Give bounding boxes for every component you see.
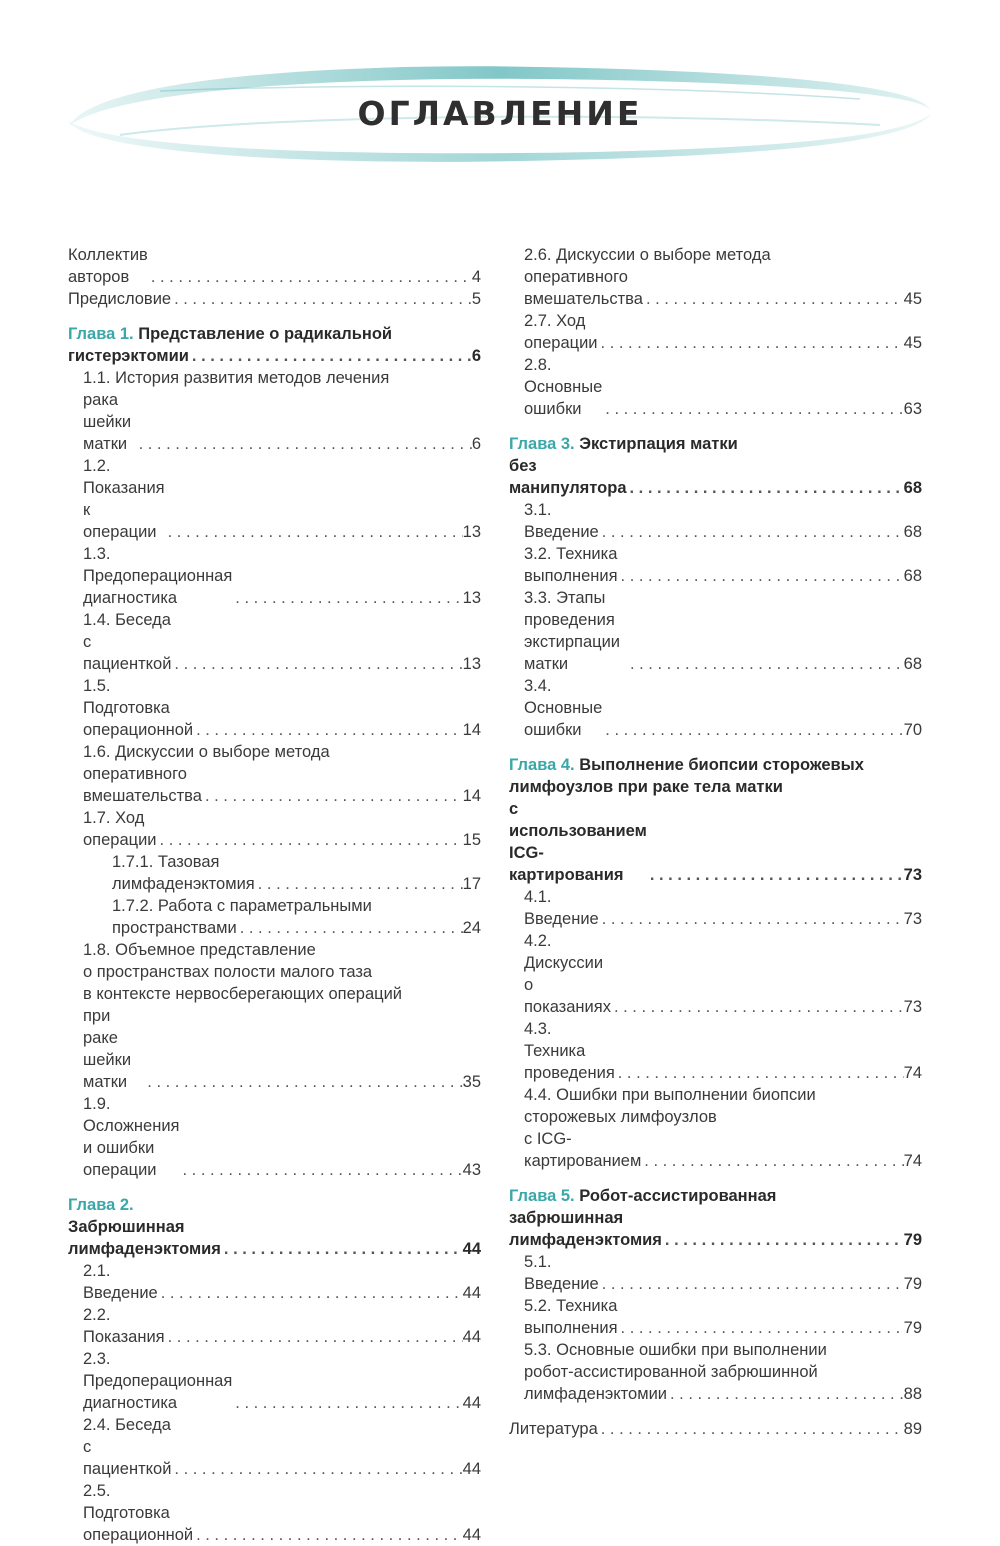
toc-entry-title: Предисловие xyxy=(68,290,172,308)
chapter-title: без манипулятора xyxy=(509,457,627,497)
chapter-label: Глава 5. xyxy=(509,1187,575,1205)
toc-entry-title: 1.2. Показания к операции xyxy=(83,457,165,541)
toc-entry[interactable] xyxy=(68,895,481,939)
toc-entry-page: 45 xyxy=(903,290,922,308)
toc-entry[interactable] xyxy=(68,1260,481,1304)
toc-entry-title: 5.2. Техника выполнения xyxy=(524,1297,618,1337)
toc-entry[interactable] xyxy=(68,1348,481,1414)
chapter-title: гистерэктомии xyxy=(68,347,189,365)
chapter-label: Глава 3. xyxy=(509,435,575,453)
toc-entry-page: 88 xyxy=(903,1385,922,1403)
toc-entry-page: 68 xyxy=(903,479,922,497)
toc-entry-page: 73 xyxy=(903,998,922,1016)
toc-entry-title: оперативного вмешательства xyxy=(83,765,202,805)
toc-entry-page: 4 xyxy=(471,268,481,286)
toc-entry-page: 68 xyxy=(903,567,922,585)
toc-entry[interactable] xyxy=(509,886,922,930)
toc-entry-title: 2.6. Дискуссии о выборе метода xyxy=(524,246,771,264)
chapter-title: Забрюшинная лимфаденэктомия xyxy=(68,1218,221,1258)
toc-entry-title: робот-ассистированной забрюшинной xyxy=(524,1363,818,1381)
toc-entry-page: 44 xyxy=(462,1394,481,1412)
toc-entry[interactable] xyxy=(509,587,922,675)
toc-entry-title: Коллектив авторов xyxy=(68,246,148,286)
toc-entry-page: 68 xyxy=(903,523,922,541)
toc-entry-title: 5.1. Введение xyxy=(524,1253,599,1293)
toc-entry-title: 3.3. Этапы проведения экстирпации матки xyxy=(524,589,621,673)
toc-entry[interactable] xyxy=(509,543,922,587)
toc-entry[interactable] xyxy=(68,288,481,310)
chapter-title: лимфоузлов при раке тела матки xyxy=(509,778,783,796)
toc-chapter[interactable] xyxy=(509,1185,922,1251)
toc-entry[interactable] xyxy=(68,741,481,807)
toc-entry-page: 15 xyxy=(462,831,481,849)
toc-entry-title: оперативного вмешательства xyxy=(524,268,643,308)
toc-entry[interactable] xyxy=(509,310,922,354)
toc-entry[interactable] xyxy=(509,675,922,741)
toc-entry-page: 73 xyxy=(903,866,922,884)
toc-entry-page: 14 xyxy=(462,787,481,805)
toc-entry[interactable] xyxy=(509,1418,922,1440)
toc-entry[interactable] xyxy=(509,1339,922,1405)
toc-entry[interactable] xyxy=(68,807,481,851)
toc-entry-title: 4.3. Техника проведения xyxy=(524,1020,615,1082)
page-title: ОГЛАВЛЕНИЕ xyxy=(357,94,643,133)
toc-entry-page: 44 xyxy=(462,1460,481,1478)
toc-chapter[interactable] xyxy=(509,433,922,499)
toc-chapter[interactable] xyxy=(68,1194,481,1260)
chapter-title: Представление о радикальной xyxy=(138,325,393,343)
toc-entry[interactable] xyxy=(68,1093,481,1181)
toc-entry[interactable] xyxy=(68,675,481,741)
toc-entry-title: 1.3. Предоперационная диагностика xyxy=(83,545,233,607)
toc-entry-page: 79 xyxy=(903,1275,922,1293)
chapter-label: Глава 2. xyxy=(68,1196,134,1214)
toc-entry-page: 44 xyxy=(462,1526,481,1544)
toc-chapter[interactable] xyxy=(509,754,922,886)
toc-right-column xyxy=(509,244,922,1440)
toc-entry-title: при раке шейки матки xyxy=(83,1007,132,1091)
toc-entry[interactable] xyxy=(509,1251,922,1295)
toc-entry[interactable] xyxy=(68,367,481,455)
toc-entry[interactable] xyxy=(509,930,922,1018)
toc-entry-page: 63 xyxy=(903,400,922,418)
toc-entry-page: 6 xyxy=(471,347,481,365)
chapter-title: Робот-ассистированная xyxy=(579,1187,777,1205)
toc-entry-title: рака шейки матки xyxy=(83,391,132,453)
toc-entry-title: 1.8. Объемное представление xyxy=(83,941,316,959)
toc-entry-title: 1.1. История развития методов лечения xyxy=(83,369,390,387)
toc-entry-page: 74 xyxy=(903,1064,922,1082)
toc-entry[interactable] xyxy=(68,1414,481,1480)
toc-entry-title: в контексте нервосберегающих операций xyxy=(83,985,403,1003)
toc-entry-title: о пространствах полости малого таза xyxy=(83,963,373,981)
toc-entry[interactable] xyxy=(68,851,481,895)
toc-entry[interactable] xyxy=(68,455,481,543)
toc-chapter[interactable] xyxy=(68,323,481,367)
toc-entry-title: 2.2. Показания xyxy=(83,1306,165,1346)
toc-entry-page: 44 xyxy=(462,1284,481,1302)
toc-entry-title: 2.7. Ход операции xyxy=(524,312,598,352)
toc-entry-page: 13 xyxy=(462,589,481,607)
toc-entry-page: 13 xyxy=(462,523,481,541)
toc-entry-title: 1.7. Ход операции xyxy=(83,809,157,849)
toc-entry[interactable] xyxy=(68,1480,481,1546)
toc-entry-page: 35 xyxy=(462,1073,481,1091)
toc-entry-page: 17 xyxy=(462,875,481,893)
toc-entry-title: 1.5. Подготовка операционной xyxy=(83,677,194,739)
toc-entry[interactable] xyxy=(68,609,481,675)
toc-entry-page: 79 xyxy=(903,1231,922,1249)
toc-entry-title: с ICG-картированием xyxy=(524,1130,642,1170)
toc-entry-title: 1.4. Беседа с пациенткой xyxy=(83,611,172,673)
chapter-title: Выполнение биопсии сторожевых xyxy=(579,756,864,774)
toc-entry-title: 4.4. Ошибки при выполнении биопсии xyxy=(524,1086,816,1104)
chapter-title: забрюшинная лимфаденэктомия xyxy=(509,1209,662,1249)
toc-entry-page: 44 xyxy=(462,1328,481,1346)
toc-entry-page: 73 xyxy=(903,910,922,928)
toc-entry-title: 2.5. Подготовка операционной xyxy=(83,1482,194,1544)
toc-entry[interactable] xyxy=(509,1018,922,1084)
toc-entry[interactable] xyxy=(68,939,481,1093)
toc-entry-page: 6 xyxy=(471,435,481,453)
toc-entry-page: 5 xyxy=(471,290,481,308)
toc-entry-title: 3.2. Техника выполнения xyxy=(524,545,618,585)
toc-entry-page: 70 xyxy=(903,721,922,739)
toc-entry[interactable] xyxy=(68,1304,481,1348)
toc-entry-title: 1.7.2. Работа с параметральными xyxy=(112,897,372,915)
toc-left-column xyxy=(68,244,481,1546)
toc-entry-page: 13 xyxy=(462,655,481,673)
toc-entry-page: 79 xyxy=(903,1319,922,1337)
toc-entry[interactable] xyxy=(509,1084,922,1172)
toc-entry[interactable] xyxy=(509,1295,922,1339)
toc-entry-title: 5.3. Основные ошибки при выполнении xyxy=(524,1341,827,1359)
toc-entry-title: сторожевых лимфоузлов xyxy=(524,1108,717,1126)
toc-entry[interactable] xyxy=(509,244,922,310)
toc-entry-page: 14 xyxy=(462,721,481,739)
chapter-label: Глава 1. xyxy=(68,325,134,343)
toc-entry-title: 1.7.1. Тазовая лимфаденэктомия xyxy=(112,853,255,893)
toc-entry[interactable] xyxy=(509,499,922,543)
toc-entry-title: лимфаденэктомии xyxy=(524,1385,668,1403)
toc-entry[interactable] xyxy=(68,543,481,609)
toc-entry-title: 1.6. Дискуссии о выборе метода xyxy=(83,743,330,761)
toc-entry-title: 3.1. Введение xyxy=(524,501,599,541)
chapter-title: Экстирпация матки xyxy=(579,435,738,453)
toc-entry-page: 44 xyxy=(462,1240,481,1258)
toc-entry-title: 2.8. Основные ошибки xyxy=(524,356,603,418)
toc-entry-page: 74 xyxy=(903,1152,922,1170)
toc-entry-title: пространствами xyxy=(112,919,237,937)
toc-entry-page: 24 xyxy=(462,919,481,937)
toc-entry-title: Литература xyxy=(509,1420,598,1438)
toc-entry-page: 45 xyxy=(903,334,922,352)
chapter-title: с использованием ICG-картирования xyxy=(509,800,647,884)
toc-entry-page: 89 xyxy=(903,1420,922,1438)
toc-entry-title: 2.3. Предоперационная диагностика xyxy=(83,1350,233,1412)
chapter-label: Глава 4. xyxy=(509,756,575,774)
toc-entry-title: 4.2. Дискуссии о показаниях xyxy=(524,932,611,1016)
toc-entry-page: 43 xyxy=(462,1161,481,1179)
toc-entry-title: 4.1. Введение xyxy=(524,888,599,928)
toc-entry-title: 3.4. Основные ошибки xyxy=(524,677,603,739)
toc-entry[interactable] xyxy=(509,354,922,420)
toc-entry-title: 1.9. Осложнения и ошибки операции xyxy=(83,1095,180,1179)
toc-entry[interactable] xyxy=(68,244,481,288)
toc-entry-page: 68 xyxy=(903,655,922,673)
toc-entry-title: 2.1. Введение xyxy=(83,1262,158,1302)
toc-entry-title: 2.4. Беседа с пациенткой xyxy=(83,1416,172,1478)
